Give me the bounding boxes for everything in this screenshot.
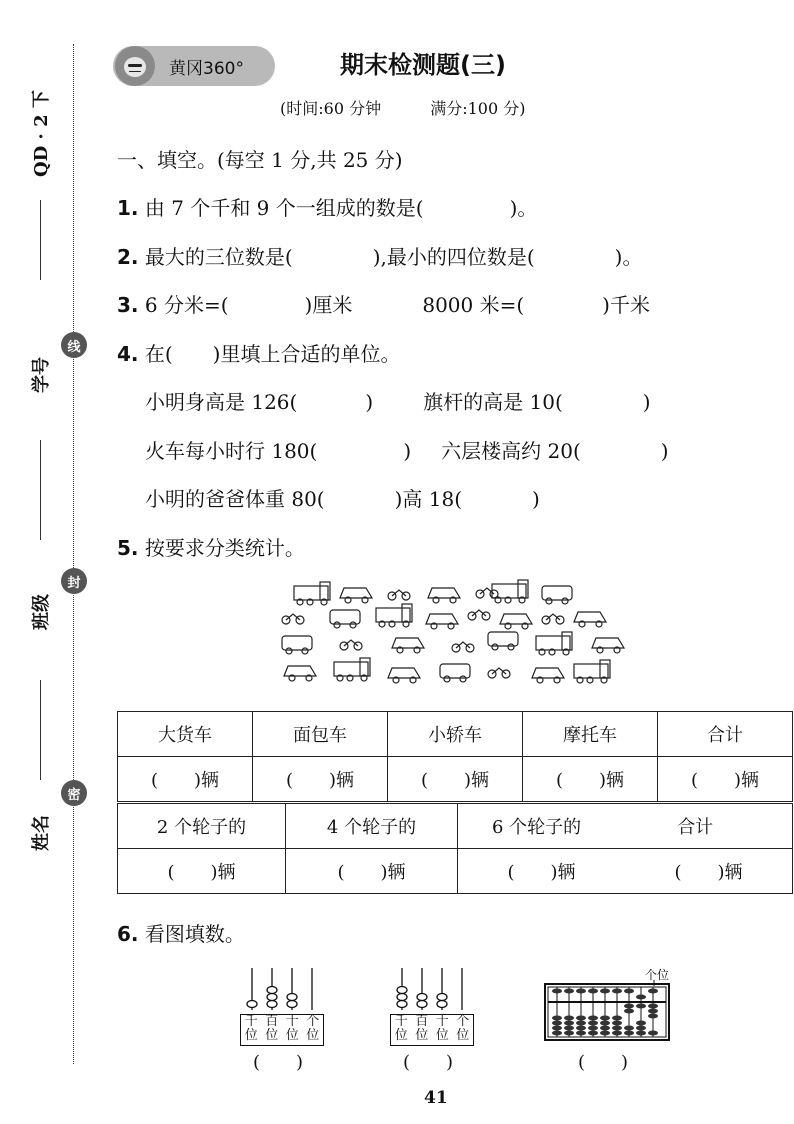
q3-text-c: 8000 米=( — [422, 293, 525, 317]
answer-cell[interactable]: ( )辆 — [118, 757, 253, 802]
q4-r3-b: )高 18( — [394, 487, 463, 511]
question-5 — [117, 532, 305, 561]
question-3 — [117, 289, 650, 318]
q3-text-b: )厘米 — [304, 293, 353, 317]
counting-frame-rods — [240, 964, 324, 1010]
q2-text-a: 最大的三位数是( — [144, 245, 293, 269]
place-suffix: 位 — [265, 1028, 279, 1043]
q1-text-b: )。 — [509, 196, 538, 220]
table-row — [118, 804, 793, 849]
q2-text-b: ),最小的四位数是( — [372, 245, 535, 269]
name-label: 姓名 — [31, 815, 52, 851]
q2-text-c: )。 — [614, 245, 643, 269]
q1-text-a: 由 7 个千和 9 个一组成的数是( — [144, 196, 424, 220]
place-label-tens: 十 — [435, 1014, 449, 1029]
q4-row-2 — [145, 435, 669, 464]
place-suffix: 位 — [456, 1028, 470, 1043]
table-header-cell: 合计 — [658, 712, 793, 757]
q3-text-a: 6 分米=( — [144, 293, 229, 317]
place-suffix: 位 — [435, 1028, 449, 1043]
name-underline — [40, 680, 41, 780]
brand-badge — [113, 46, 275, 86]
q4-r2-d: ) — [660, 439, 669, 463]
q1-number: 1. — [117, 196, 139, 220]
place-label-hundreds: 百 — [265, 1014, 279, 1029]
question-1 — [117, 192, 537, 221]
place-label-ones: 个 — [456, 1014, 470, 1029]
table-header-cell: 4 个轮子的 — [286, 804, 458, 849]
q4-r3-a: 小明的爸爸体重 80( — [145, 487, 325, 511]
q4-number: 4. — [117, 342, 139, 366]
q4-row-1 — [145, 386, 651, 415]
q4-r3-c: ) — [532, 487, 540, 511]
q4-r1-a: 小明身高是 126( — [145, 390, 298, 414]
answer-cell[interactable]: ( )辆 — [458, 849, 626, 894]
place-label-tens: 十 — [285, 1014, 299, 1029]
counting-frame-1 — [240, 964, 324, 1044]
q4-text: 在( )里填上合适的单位。 — [144, 342, 401, 366]
page-title: 期末检测题(三) — [340, 51, 506, 79]
place-label-hundreds: 百 — [415, 1014, 429, 1029]
q3-number: 3. — [117, 293, 139, 317]
question-4 — [117, 338, 400, 367]
table-header-cell: 摩托车 — [523, 712, 658, 757]
q4-r1-b: ) — [365, 390, 374, 414]
answer-cell[interactable]: ( )辆 — [253, 757, 388, 802]
answer-cell[interactable]: ( )辆 — [286, 849, 458, 894]
q3-text-d: )千米 — [602, 293, 650, 317]
place-label-ones: 个 — [306, 1014, 320, 1029]
question-6 — [117, 918, 245, 947]
answer-blank-2[interactable]: ( ) — [403, 1052, 454, 1073]
place-suffix: 位 — [306, 1028, 320, 1043]
edition-code: QD · 2 下 — [31, 90, 52, 177]
table-header-total: 合计 — [677, 817, 714, 838]
class-underline — [40, 440, 41, 540]
q4-r2-a: 火车每小时行 180( — [145, 439, 318, 463]
q4-row-3 — [145, 483, 540, 512]
place-suffix: 位 — [415, 1028, 429, 1043]
q2-number: 2. — [117, 245, 139, 269]
student-no-underline — [40, 200, 41, 280]
table-header-cell-group — [458, 804, 793, 849]
mascot-icon — [115, 46, 155, 86]
table-header-cell: 小轿车 — [388, 712, 523, 757]
page-number: 41 — [424, 1088, 448, 1108]
place-value-base — [390, 1014, 474, 1046]
table-header-cell: 2 个轮子的 — [118, 804, 286, 849]
place-value-base — [240, 1014, 324, 1046]
table-row — [118, 849, 793, 894]
seal-mark-seal: 封 — [61, 568, 87, 594]
table-row — [118, 712, 793, 757]
class-label: 班级 — [31, 594, 52, 630]
counting-frame-2 — [390, 964, 474, 1044]
vehicles-illustration — [280, 578, 630, 690]
seal-mark-secret: 密 — [61, 780, 87, 806]
exam-time: (时间:60 分钟 — [280, 99, 382, 118]
binding-dotted-line — [73, 44, 74, 1064]
brand-badge-text: 黄冈360° — [169, 58, 244, 79]
q5-number: 5. — [117, 536, 139, 560]
section-heading: 一、填空。(每空 1 分,共 25 分) — [117, 148, 403, 172]
q5-text: 按要求分类统计。 — [144, 536, 305, 560]
table-header-6-wheels: 6 个轮子的 — [492, 817, 582, 838]
suanpan-frame — [543, 966, 671, 1046]
q6-text: 看图填数。 — [144, 922, 245, 946]
wheel-count-table — [117, 803, 793, 894]
answer-cell[interactable]: ( )辆 — [658, 757, 793, 802]
answer-blank-3[interactable]: ( ) — [578, 1052, 629, 1073]
answer-cell[interactable]: ( )辆 — [118, 849, 286, 894]
place-suffix: 位 — [244, 1028, 258, 1043]
seal-mark-line: 线 — [61, 332, 87, 358]
exam-score: 满分:100 分) — [430, 99, 526, 118]
vehicle-type-table — [117, 711, 793, 802]
answer-cell[interactable]: ( )辆 — [388, 757, 523, 802]
answer-cell[interactable]: ( )辆 — [625, 849, 793, 894]
q4-r2-b: ) — [403, 439, 412, 463]
table-header-cell: 面包车 — [253, 712, 388, 757]
student-no-label: 学号 — [31, 357, 52, 393]
place-suffix: 位 — [394, 1028, 408, 1043]
table-row — [118, 757, 793, 802]
place-suffix: 位 — [285, 1028, 299, 1043]
place-label-thousands: 千 — [244, 1014, 258, 1029]
q6-number: 6. — [117, 922, 139, 946]
q4-r2-c: 六层楼高约 20( — [441, 439, 581, 463]
counting-frame-rods — [390, 964, 474, 1010]
place-label-thousands: 千 — [394, 1014, 408, 1029]
ones-place-label: 个位 — [645, 968, 670, 982]
q4-r1-d: ) — [642, 390, 651, 414]
q4-r1-c: 旗杆的高是 10( — [423, 390, 563, 414]
table-header-cell: 大货车 — [118, 712, 253, 757]
suanpan-abacus — [543, 966, 671, 1046]
answer-cell[interactable]: ( )辆 — [523, 757, 658, 802]
answer-blank-1[interactable]: ( ) — [253, 1052, 304, 1073]
question-2 — [117, 241, 642, 270]
exam-info — [280, 96, 569, 119]
